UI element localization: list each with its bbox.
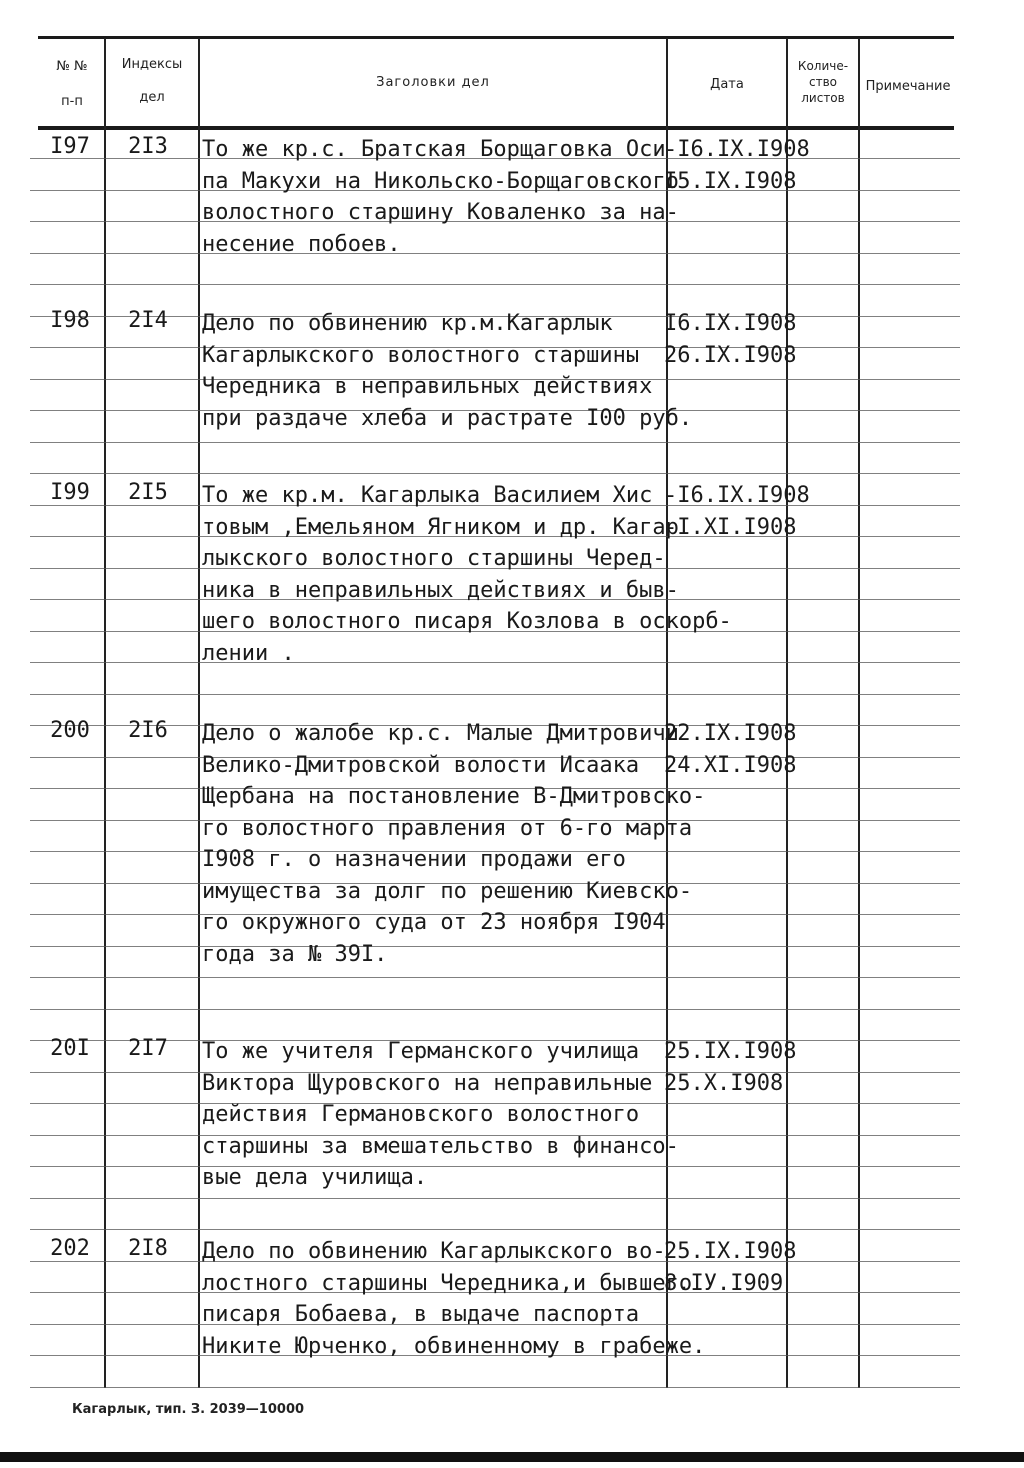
entry-dates: [664, 308, 824, 371]
header-index-line2: дел: [139, 90, 165, 105]
header-date: Дата: [710, 77, 744, 92]
entry-dates: [664, 718, 824, 781]
entry-date: 24.XI.I908: [664, 752, 797, 778]
entry-title-line: несение побоев.: [202, 231, 401, 257]
header-number-line2: п-п: [61, 94, 83, 109]
entry-title-line: лении .: [202, 640, 295, 666]
entry-title-line: товым ,Емельяном Ягником и др. Кагар: [202, 514, 679, 540]
entry-number: 200: [50, 718, 90, 743]
header-notes: Примечание: [865, 79, 951, 94]
entry-title-line: I908 г. о назначении продажи его: [202, 847, 626, 872]
entry-title-line: го окружного суда от 23 ноября I904: [202, 910, 666, 935]
entry-number: I98: [50, 308, 90, 333]
entry-title: [198, 1236, 706, 1362]
entry-title-line: Никите Юрченко, обвиненному в грабеже.: [202, 1333, 706, 1359]
entry-date: I5.IX.I908: [664, 168, 797, 194]
entry-title-line: старшины за вмешательство в финансо-: [202, 1133, 679, 1159]
header-index-line1: Индексы: [121, 57, 183, 72]
ruled-line: [30, 1229, 960, 1230]
entry-title-line: Велико-Дмитровской волости Исаака: [202, 752, 640, 778]
ruled-line: [30, 1198, 960, 1199]
ruled-line: [30, 473, 960, 474]
entry-title-line: лыкского волостного старшины Черед-: [202, 546, 666, 571]
entry-dates: [664, 134, 824, 197]
entry-date: 22.IX.I908: [664, 721, 797, 746]
entry-date: 25.IX.I908: [664, 1039, 797, 1064]
ruled-line: [30, 284, 960, 285]
entry-title-line: Дело по обвинению Кагарлыкского во-: [202, 1239, 666, 1264]
entry-index: 2I6: [128, 718, 168, 743]
header-sheet-count: Количе-ство листов: [797, 59, 849, 105]
entry-date: I6.IX.I908: [664, 311, 797, 336]
entry-number: I99: [50, 480, 90, 505]
entry-title-line: Чередника в неправильных действиях: [202, 374, 653, 399]
entry-title-line: То же учителя Германского училища: [202, 1039, 640, 1064]
entry-title: [198, 1036, 679, 1194]
header-index: [106, 56, 198, 106]
entry-date: 26.IX.I908: [664, 342, 797, 368]
entry-dates: [664, 480, 824, 543]
entry-number: 20I: [50, 1036, 90, 1061]
entry-title-line: Щербана на постановление В-Дмитровско-: [202, 784, 706, 809]
entry-title-line: Кагарлыкского волостного старшины: [202, 342, 640, 368]
entry-dates: [664, 1036, 824, 1099]
ruled-line: [30, 1009, 960, 1010]
bottom-edge: [0, 1452, 1024, 1462]
entry-title-line: Дело о жалобе кр.с. Малые Дмитровичи: [202, 721, 679, 746]
entry-number: I97: [50, 134, 90, 159]
header-titles: Заголовки дел: [376, 75, 490, 90]
entry-index: 2I8: [128, 1236, 168, 1261]
printer-imprint: Кагарлык, тип. З. 2039—10000: [72, 1402, 305, 1417]
entry-date: -I.XI.I908: [664, 514, 797, 540]
entry-title-line: вые дела училища.: [202, 1165, 428, 1190]
entry-index: 2I7: [128, 1036, 168, 1061]
entry-date: 8.IУ.I909: [664, 1270, 784, 1296]
entry-title-line: па Макухи на Никольско-Борщаговского: [202, 168, 679, 194]
ruled-line: [30, 442, 960, 443]
entry-title-line: лостного старшины Чередника,и бывшего: [202, 1270, 693, 1296]
entry-date: -I6.IX.I908: [664, 483, 810, 508]
entry-title-line: года за № 39I.: [202, 941, 388, 967]
entry-number: 202: [50, 1236, 90, 1261]
entry-title-line: Виктора Щуровского на неправильные: [202, 1070, 653, 1096]
entry-date: -I6.IX.I908: [664, 137, 810, 162]
entry-dates: [664, 1236, 824, 1299]
top-rule: [38, 36, 954, 39]
ruled-line: [30, 694, 960, 695]
entry-index: 2I3: [128, 134, 168, 159]
entry-title-line: ника в неправильных действиях и быв-: [202, 577, 679, 603]
entry-title-line: действия Германовского волостного: [202, 1102, 640, 1127]
entry-title-line: при раздаче хлеба и растрате I00 руб.: [202, 405, 693, 431]
entry-title: [198, 134, 679, 260]
entry-title: [198, 718, 706, 970]
entry-title-line: Дело по обвинению кр.м.Кагарлык: [202, 311, 613, 336]
ruled-line: [30, 977, 960, 978]
header-number: [40, 58, 104, 110]
entry-title-line: То же кр.м. Кагарлыка Василием Хис: [202, 483, 653, 508]
entry-title: [198, 308, 693, 434]
entry-index: 2I5: [128, 480, 168, 505]
entry-index: 2I4: [128, 308, 168, 333]
entry-title-line: шего волостного писаря Козлова в оскорб-: [202, 609, 732, 634]
header-number-line1: № №: [56, 59, 88, 74]
entry-title-line: имущества за долг по решению Киевско-: [202, 878, 693, 904]
entry-title-line: волостного старшину Коваленко за на-: [202, 200, 679, 225]
entry-date: 25.X.I908: [664, 1070, 784, 1096]
entry-title-line: го волостного правления от 6-го марта: [202, 815, 693, 841]
entry-title-line: писаря Бобаева, в выдаче паспорта: [202, 1302, 640, 1327]
ruled-line: [30, 1387, 960, 1388]
entry-title-line: То же кр.с. Братская Борщаговка Оси: [202, 137, 666, 162]
entry-date: 25.IX.I908: [664, 1239, 797, 1264]
